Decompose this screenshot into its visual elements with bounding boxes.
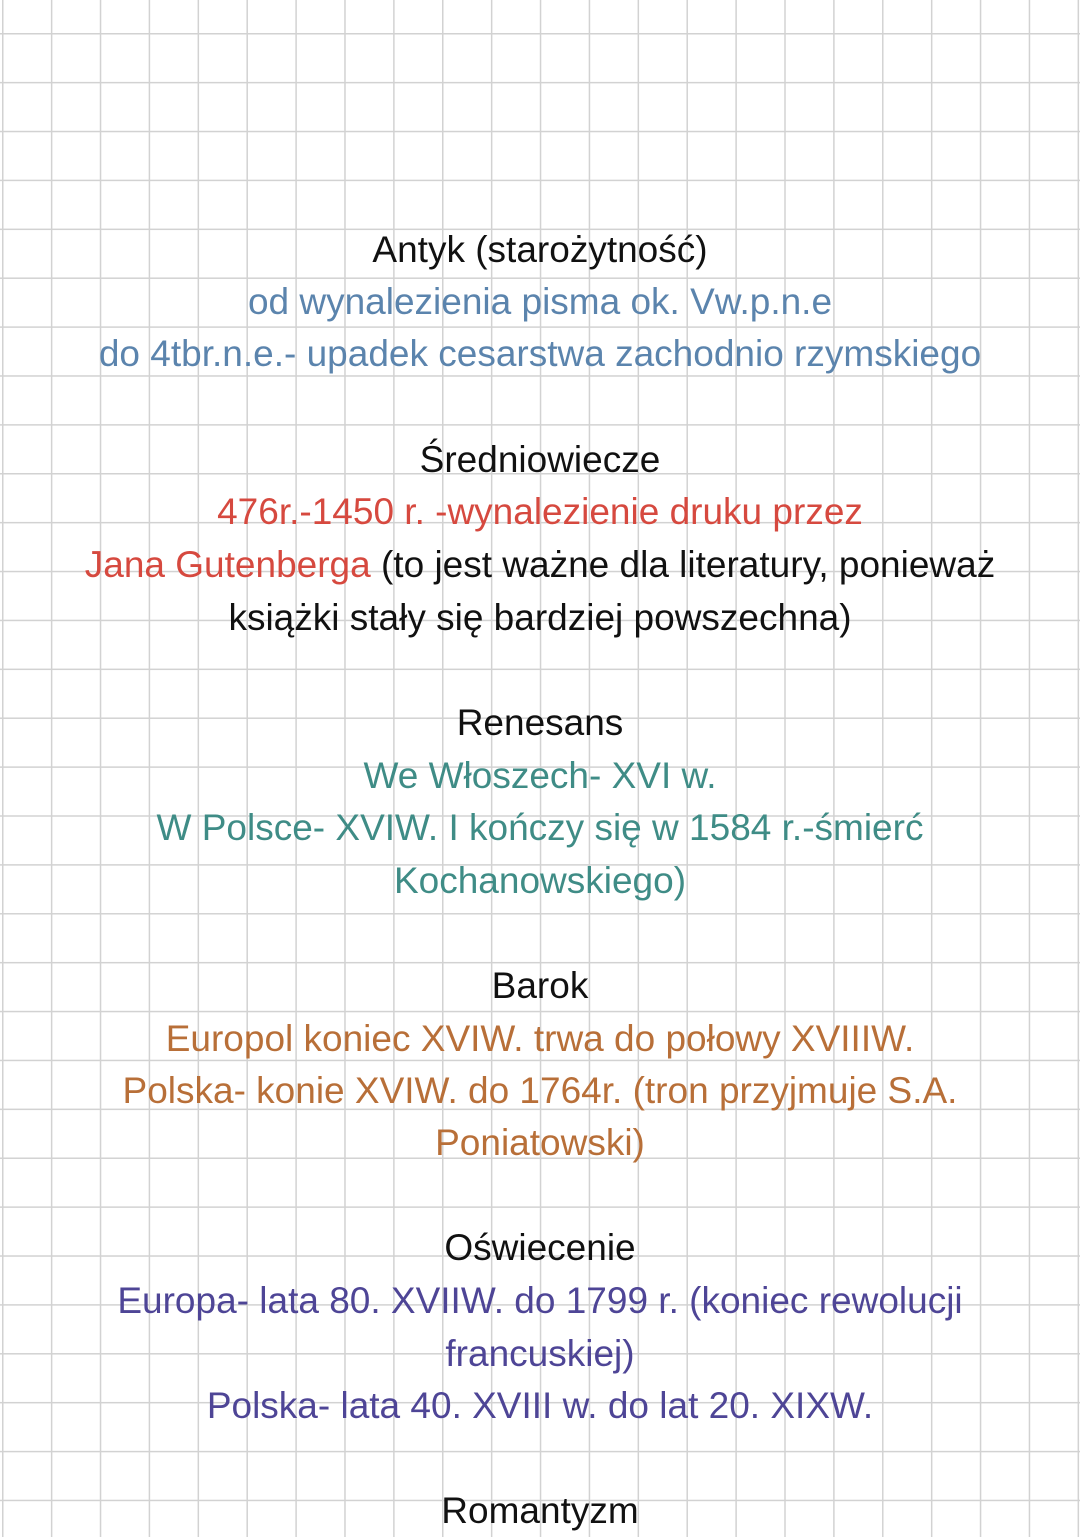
barok-heading: Barok bbox=[491, 965, 589, 1006]
antyk-line-1: od wynalezienia pisma ok. Vw.p.n.e bbox=[247, 281, 833, 322]
oswiecenie-line-2: francuskiej) bbox=[445, 1333, 635, 1374]
sredniowiecze-line-2-rest: (to jest ważne dla literatury, ponieważ bbox=[370, 544, 996, 585]
renesans-heading: Renesans bbox=[456, 702, 624, 743]
gutenberg-name: Jana Gutenberga bbox=[84, 544, 371, 585]
sredniowiecze-line-1: 476r.-1450 r. -wynalezienie druku przez bbox=[217, 491, 863, 532]
barok-line-1: Europol koniec XVIW. trwa do połowy XVIIIW. bbox=[165, 1018, 915, 1059]
renesans-line-2: W Polsce- XVIW. I kończy się w 1584 r.-śmierć bbox=[156, 807, 924, 848]
oswiecenie-line-3: Polska- lata 40. XVIII w. do lat 20. XIXW. bbox=[206, 1385, 874, 1426]
barok-line-3: Poniatowski) bbox=[435, 1122, 645, 1163]
romantyzm-heading: Romantyzm bbox=[441, 1490, 639, 1531]
oswiecenie-heading: Oświecenie bbox=[444, 1227, 636, 1268]
antyk-line-2: do 4tbr.n.e.- upadek cesarstwa zachodnio rzymskiego bbox=[98, 333, 982, 374]
oswiecenie-line-1: Europa- lata 80. XVIIW. do 1799 r. (koniec rewolucji bbox=[117, 1280, 963, 1321]
antyk-heading: Antyk (starożytność) bbox=[372, 229, 708, 270]
sredniowiecze-line-2 bbox=[0, 539, 1080, 591]
sredniowiecze-line-3: książki stały się bardziej powszechna) bbox=[228, 597, 852, 638]
renesans-line-3: Kochanowskiego) bbox=[393, 860, 687, 901]
sredniowiecze-heading: Średniowiecze bbox=[419, 439, 661, 480]
renesans-line-1: We Włoszech- XVI w. bbox=[363, 755, 717, 796]
barok-line-2: Polska- konie XVIW. do 1764r. (tron przyjmuje S.A. bbox=[122, 1070, 958, 1111]
